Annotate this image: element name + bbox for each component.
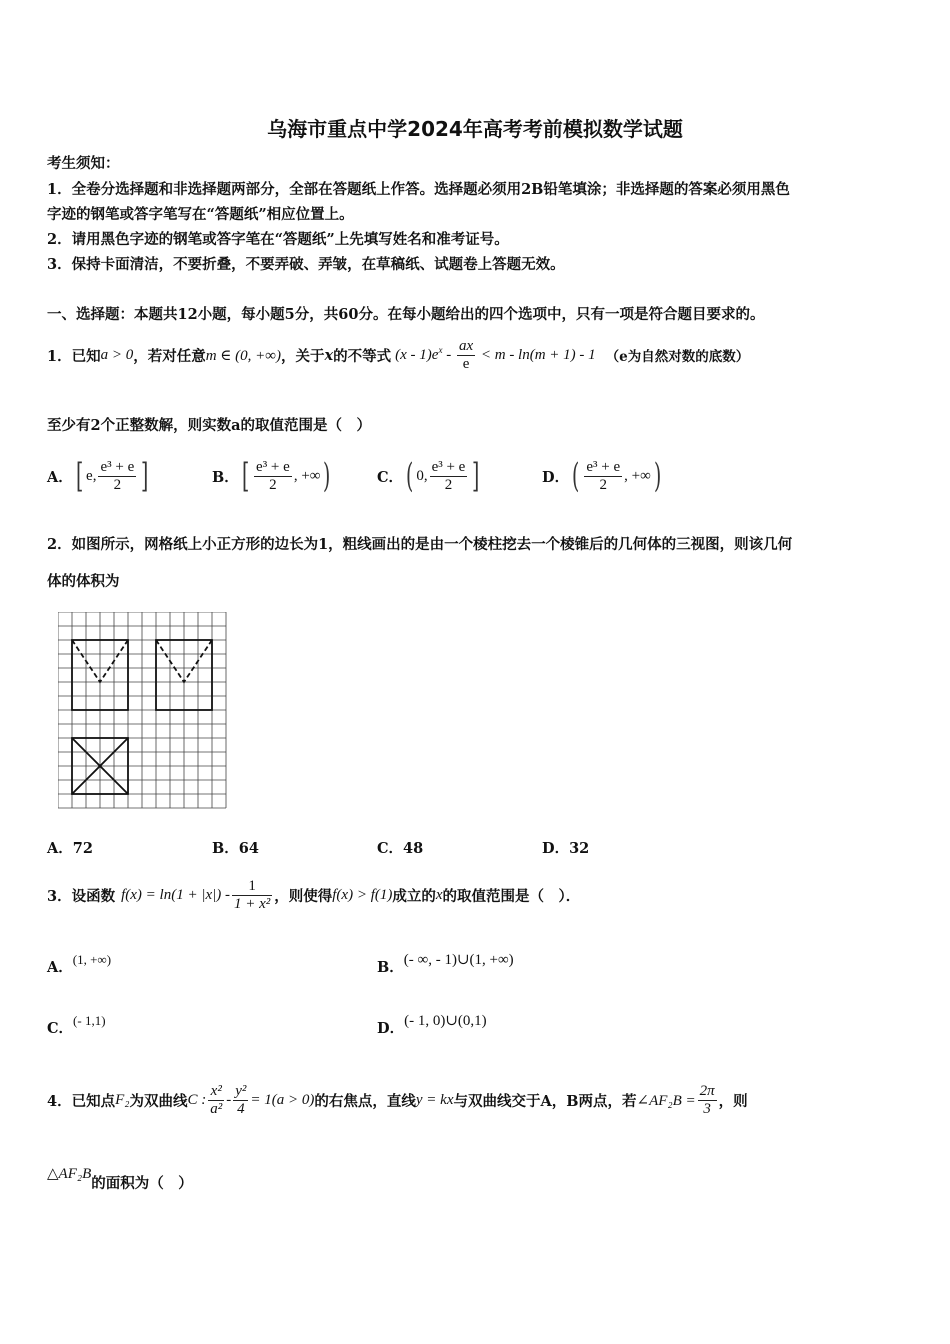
notice-item-1: 1．全卷分选择题和非选择题两部分，全部在答题纸上作答。选择题必须用2B铅笔填涂；非选择题的答案必须用黑色: [47, 181, 790, 198]
q1-option-b-den: 2: [269, 476, 277, 493]
q2-option-a-label: A．: [47, 840, 73, 857]
q4-f2: F₂: [115, 1091, 130, 1108]
q1-ineq-right: < m - ln(m + 1) - 1: [480, 346, 596, 363]
q2-option-a[interactable]: [47, 837, 93, 858]
q4-fa-num: x²: [208, 1083, 224, 1101]
section-heading: 一、选择题：本题共12小题，每小题5分，共60分。在每小题给出的四个选项中，只有一项是符合题目要求的。: [47, 306, 765, 323]
q1-option-b-right: , +∞: [293, 467, 321, 484]
q1-ineq-sup: x: [438, 344, 443, 355]
q4-text-4: 与双曲线交于A，B两点，若: [453, 1092, 637, 1110]
q3-option-a-value: (1, +∞): [72, 952, 112, 967]
q1-frac-num: ax: [458, 337, 474, 354]
q1-frac-den: e: [462, 355, 470, 372]
q1-option-c[interactable]: C． ( 0, $\frac{\text{e³ + e}}{2}$ ]: [377, 456, 480, 496]
q1-text-3: ，关于: [280, 347, 325, 365]
q3-option-b-value: (- ∞, - 1)∪(1, +∞): [403, 952, 514, 968]
q3-option-b-label: B．: [377, 959, 404, 976]
question-4: [47, 1078, 748, 1122]
q4-fc-num: 2π: [699, 1082, 715, 1099]
q3-option-a[interactable]: [47, 952, 112, 977]
q1-option-a[interactable]: A． [ e, $\frac{\text{e³ + e}}{2}$ ]: [47, 456, 149, 496]
q4-fa-den: a²: [210, 1100, 223, 1117]
q3-text-4: 的取值范围是（ ）．: [442, 887, 581, 905]
q1-var-x: x: [324, 346, 334, 364]
three-view-diagram: [58, 612, 230, 812]
q1-text-4: 的不等式: [333, 347, 392, 365]
q1-option-b-num: e³ + e: [256, 458, 290, 475]
q1-option-a-num: e³ + e: [100, 458, 135, 475]
question-3: [47, 873, 580, 917]
q1-option-c-den: 2: [444, 476, 453, 493]
q3-text-2: ，则使得: [274, 887, 333, 905]
q4-text-1: 4．已知点: [47, 1092, 116, 1110]
q4-triangle: △AF₂B: [47, 1166, 92, 1182]
q1-option-a-label: A．: [47, 468, 73, 486]
notice-heading: 考生须知：: [47, 155, 120, 172]
q2-option-d-value: 32: [569, 840, 590, 857]
q4-minus: -: [226, 1091, 232, 1108]
q1-option-d-label: D．: [542, 468, 570, 486]
notice-item-3: 3．保持卡面清洁，不要折叠，不要弄破、弄皱，在草稿纸、试题卷上答题无效。: [47, 256, 565, 273]
q4-line-2: [47, 1166, 193, 1193]
q3-frac-num: 1: [232, 878, 272, 896]
q1-inequality: $(x - 1)e^x$ - $\frac{ax}{e}$ < m - ln(m + 1) - 1: [395, 337, 596, 372]
q4-text-2: 为双曲线: [129, 1092, 188, 1110]
q3-option-c-value: (- 1,1): [73, 1013, 106, 1028]
q4-c: C :: [187, 1091, 207, 1108]
q1-math-a: a > 0: [100, 346, 134, 363]
q4-fb-num: y²: [235, 1082, 247, 1099]
q1-text-2: ，若对任意: [133, 347, 206, 365]
q1-option-b[interactable]: B． [ $\frac{\text{e³ + e}}{2}$ , +∞ ): [212, 456, 331, 496]
q4-text-3: 的右焦点，直线: [314, 1092, 416, 1110]
q1-options: [47, 452, 907, 500]
q1-option-c-left: 0,: [416, 467, 428, 484]
q3-option-d[interactable]: [377, 1013, 487, 1038]
q1-note: （e为自然对数的底数）: [605, 349, 750, 365]
q3-option-a-label: A．: [47, 959, 73, 976]
q3-text-1: 3．设函数: [47, 887, 116, 905]
q3-func: f(x) = ln(1 + |x|) -: [121, 886, 230, 903]
q4-line: y = kx: [415, 1091, 454, 1108]
q4-angle: ∠AF₂B =: [636, 1092, 696, 1109]
q1-option-a-den: 2: [113, 476, 122, 493]
notice-item-1-cont: 字迹的钢笔或答字笔写在“答题纸”相应位置上。: [47, 206, 354, 223]
q1-text-1: 1．已知: [47, 347, 101, 365]
q1-math-m: m ∈ (0, +∞): [205, 347, 281, 364]
q2-option-b-value: 64: [238, 840, 259, 857]
q1-option-d-num: e³ + e: [586, 458, 621, 475]
q3-frac-den: 1 + x²: [233, 895, 271, 912]
q2-option-d-label: D．: [542, 840, 570, 857]
q1-option-b-label: B．: [212, 468, 239, 486]
q1-line-2: 至少有2个正整数解，则实数a的取值范围是（ ）: [47, 417, 371, 434]
q3-text-3: 成立的: [392, 887, 436, 905]
notice-item-2: 2．请用黑色字迹的钢笔或答字笔在“答题纸”上先填写姓名和准考证号。: [47, 231, 509, 248]
q3-var-x: x: [435, 886, 443, 903]
q4-eq: = 1(a > 0): [250, 1091, 315, 1108]
q4-text-6: 的面积为（ ）: [91, 1175, 193, 1192]
q4-fb-den: 4: [237, 1100, 245, 1117]
q3-fraction: [232, 878, 272, 913]
q2-line-1: 2．如图所示，网格纸上小正方形的边长为1，粗线画出的是由一个棱柱挖去一个棱锥后的几何体的三视图，则该几何: [47, 536, 793, 553]
q3-option-c-label: C．: [47, 1020, 74, 1037]
q2-option-d[interactable]: [542, 837, 589, 858]
q3-option-b[interactable]: [377, 952, 514, 977]
q2-options: [47, 837, 747, 857]
q2-option-b-label: B．: [212, 840, 239, 857]
q4-fc-den: 3: [703, 1100, 711, 1117]
q2-option-b[interactable]: [212, 837, 259, 858]
q3-cond: f(x) > f(1): [332, 886, 393, 903]
page-title: 乌海市重点中学2024年高考考前模拟数学试题: [267, 117, 683, 141]
q1-fraction: [457, 338, 475, 373]
question-1: [47, 335, 749, 375]
q1-option-c-label: C．: [377, 468, 404, 486]
q4-text-5: ，则: [718, 1092, 748, 1110]
q1-option-c-num: e³ + e: [431, 458, 466, 475]
q3-option-c[interactable]: [47, 1013, 106, 1038]
q1-option-d[interactable]: D． ( $\frac{\text{e³ + e}}{2}$ , +∞ ): [542, 456, 662, 496]
q1-ineq-left: (x - 1)e: [395, 346, 439, 363]
q2-option-a-value: 72: [72, 840, 93, 857]
q1-option-d-right: , +∞: [624, 467, 651, 484]
q1-option-d-den: 2: [599, 476, 607, 493]
q1-option-a-left: e,: [86, 467, 97, 484]
q2-option-c[interactable]: [377, 837, 423, 858]
q3-option-d-label: D．: [377, 1020, 405, 1037]
q2-line-2: 体的体积为: [47, 573, 120, 590]
q2-option-c-value: 48: [403, 840, 424, 857]
q3-option-d-value: (- 1, 0)∪(0,1): [404, 1013, 487, 1029]
q2-option-c-label: C．: [377, 840, 404, 857]
